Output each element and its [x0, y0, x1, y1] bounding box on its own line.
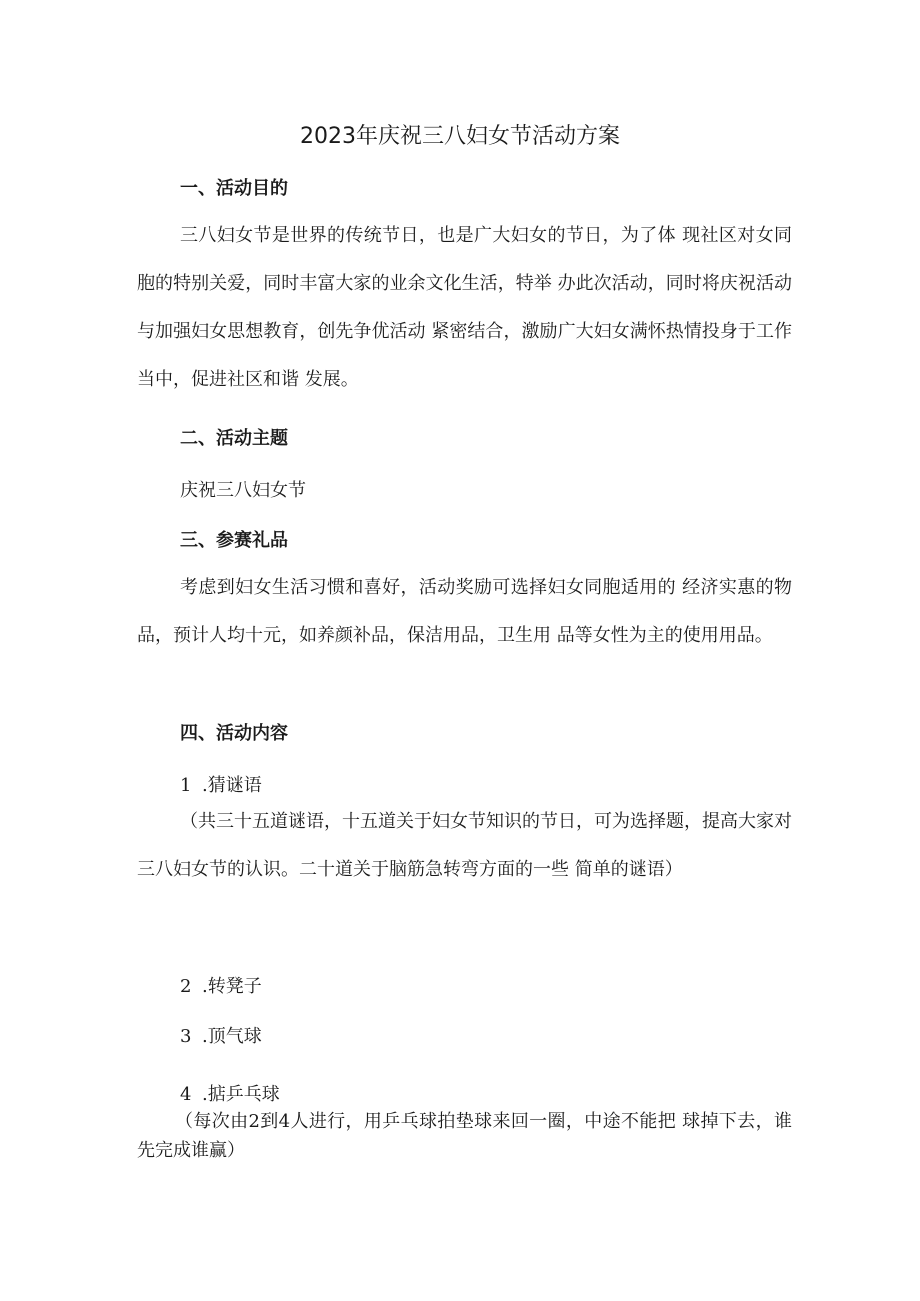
list-item-note: （每次由2到4人进行，用乒乓球拍垫球来回一圈，中途不能把 球掉下去，谁先完成谁赢）	[137, 1111, 792, 1161]
section-heading-purpose: 一、活动目的	[180, 178, 288, 199]
list-item-label: .转凳子	[202, 976, 262, 997]
list-item	[180, 1024, 262, 1050]
list-item-label: .顶气球	[202, 1026, 262, 1047]
list-item	[180, 773, 262, 799]
list-item-note: （共三十五道谜语，十五道关于妇女节知识的节日，可为选择题，提高大家对三八妇女节的认识。二十道关于脑筋急转弯方面的一些 简单的谜语）	[137, 811, 792, 880]
list-item-number: 4	[180, 1084, 192, 1105]
section-heading-prizes: 三、参赛礼品	[180, 530, 288, 551]
list-item	[180, 974, 262, 1000]
list-item-label: .掂乒乓球	[202, 1084, 280, 1105]
section-paragraph-theme: 庆祝三八妇女节	[180, 480, 306, 501]
section-paragraph-purpose: 三八妇女节是世界的传统节日，也是广大妇女的节日，为了体 现社区对女同胞的特别关爱，同时丰富大家的业余文化生活，特举 办此次活动，同时将庆祝活动与加强妇女思想教育，创先争优活动 紧密结合，激励广大妇女满怀热情投身于工作当中，促进社区和谐 发展。	[137, 225, 792, 390]
list-item-label: .猜谜语	[202, 775, 262, 796]
section-heading-content: 四、活动内容	[180, 723, 288, 744]
list-item-number: 3	[180, 1026, 192, 1047]
section-paragraph-prizes: 考虑到妇女生活习惯和喜好，活动奖励可选择妇女同胞适用的 经济实惠的物品，预计人均十元，如养颜补品，保洁用品，卫生用 品等女性为主的使用用品。	[137, 577, 792, 646]
list-item-number: 2	[180, 976, 192, 997]
section-heading-theme: 二、活动主题	[180, 428, 288, 449]
list-item-number: 1	[180, 775, 192, 796]
list-item	[180, 1082, 280, 1108]
document-title: 2023年庆祝三八妇女节活动方案	[300, 124, 620, 149]
